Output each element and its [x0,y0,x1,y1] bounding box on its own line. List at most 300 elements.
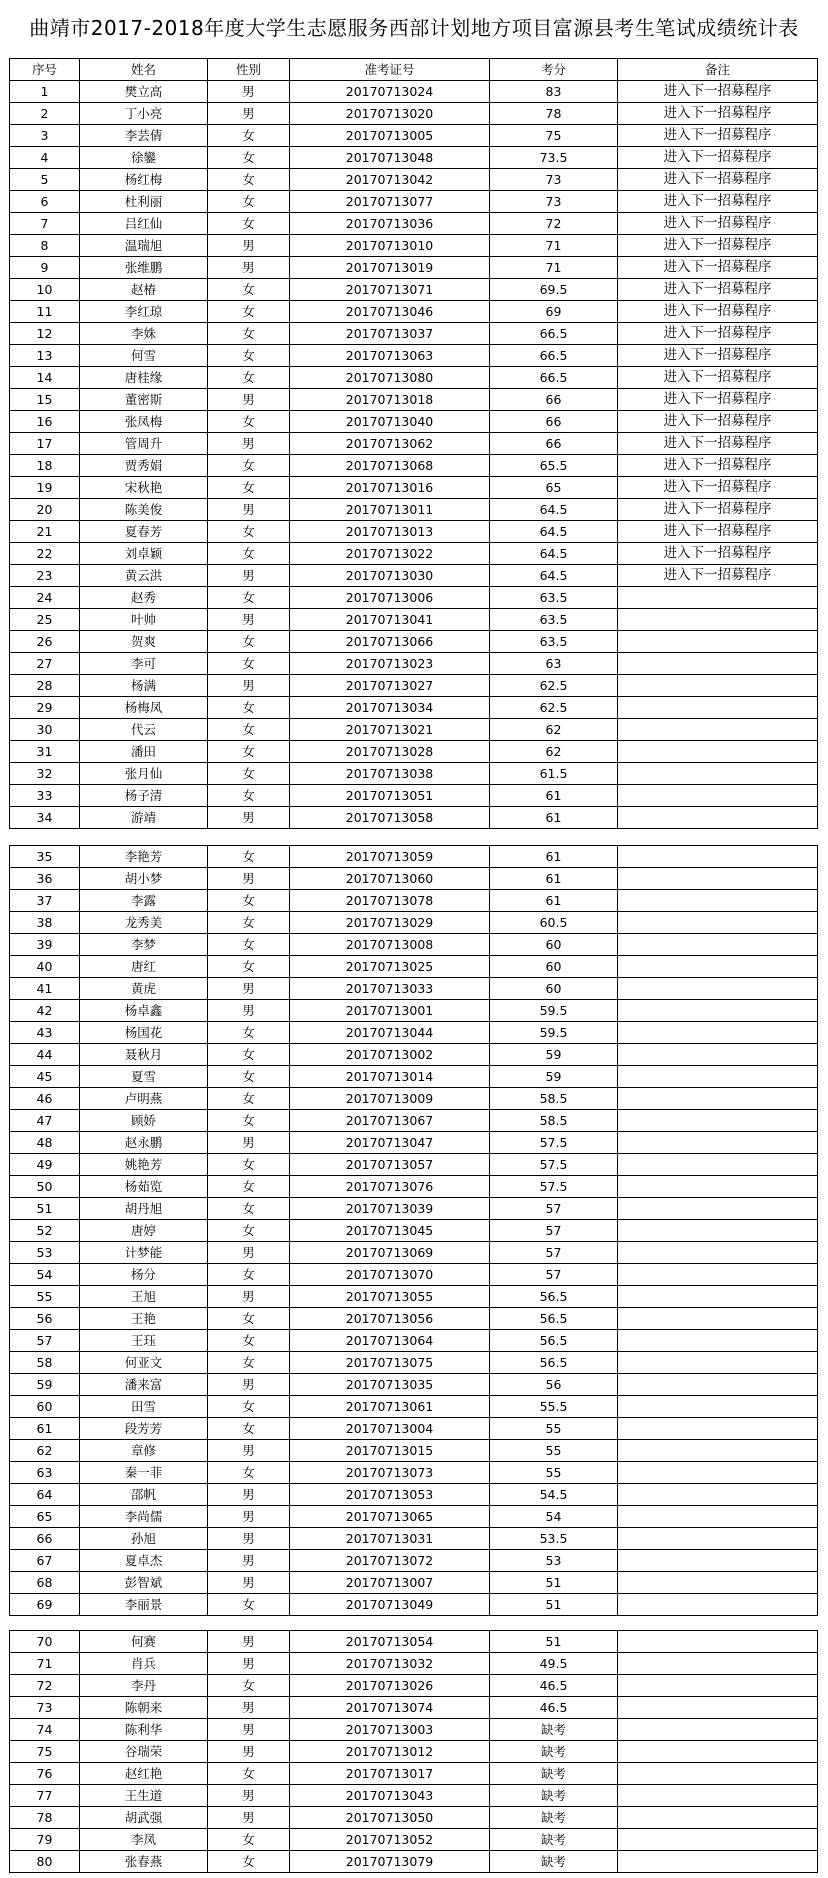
table-row [10,697,818,719]
cell-exam-id: 20170713042 [290,169,490,191]
cell-serial: 65 [10,1506,80,1528]
cell-remark [618,1528,818,1550]
cell-serial: 31 [10,741,80,763]
cell-name: 陈利华 [80,1719,208,1741]
cell-serial: 3 [10,125,80,147]
cell-serial: 28 [10,675,80,697]
cell-name: 叶帅 [80,609,208,631]
cell-gender: 男 [208,103,290,125]
table-row [10,279,818,301]
cell-exam-id: 20170713051 [290,785,490,807]
cell-gender: 女 [208,846,290,868]
cell-gender: 女 [208,1352,290,1374]
table-row [10,1176,818,1198]
cell-exam-id: 20170713024 [290,81,490,103]
table-row [10,169,818,191]
table-row [10,846,818,868]
cell-name: 赵永鹏 [80,1132,208,1154]
table-row [10,1000,818,1022]
cell-serial: 4 [10,147,80,169]
cell-name: 杨分 [80,1264,208,1286]
cell-serial: 26 [10,631,80,653]
cell-name: 代云 [80,719,208,741]
cell-exam-id: 20170713063 [290,345,490,367]
cell-name: 徐鑾 [80,147,208,169]
cell-exam-id: 20170713038 [290,763,490,785]
cell-score: 49.5 [490,1653,618,1675]
cell-remark [618,1352,818,1374]
cell-score: 59 [490,1066,618,1088]
cell-gender: 女 [208,1675,290,1697]
cell-score: 56.5 [490,1352,618,1374]
header-remark: 备注 [618,59,818,81]
table-row [10,1594,818,1616]
cell-exam-id: 20170713043 [290,1785,490,1807]
cell-name: 胡小梦 [80,868,208,890]
cell-exam-id: 20170713035 [290,1374,490,1396]
cell-name: 孙旭 [80,1528,208,1550]
cell-remark: 进入下一招募程序 [618,433,818,455]
table-row [10,1330,818,1352]
cell-name: 潘田 [80,741,208,763]
cell-gender: 女 [208,1066,290,1088]
cell-gender: 女 [208,956,290,978]
cell-serial: 52 [10,1220,80,1242]
cell-name: 田雪 [80,1396,208,1418]
cell-score: 63 [490,653,618,675]
cell-remark [618,1110,818,1132]
cell-exam-id: 20170713033 [290,978,490,1000]
cell-name: 李丽景 [80,1594,208,1616]
table-row [10,609,818,631]
cell-remark [618,1066,818,1088]
cell-gender: 女 [208,191,290,213]
cell-name: 聂秋月 [80,1044,208,1066]
cell-name: 赵红艳 [80,1763,208,1785]
cell-gender: 男 [208,1741,290,1763]
cell-score: 83 [490,81,618,103]
cell-remark [618,609,818,631]
cell-gender: 男 [208,81,290,103]
cell-name: 李芸倩 [80,125,208,147]
cell-gender: 女 [208,1220,290,1242]
cell-gender: 男 [208,1484,290,1506]
cell-exam-id: 20170713073 [290,1462,490,1484]
table-row [10,1132,818,1154]
cell-score: 63.5 [490,609,618,631]
cell-score: 46.5 [490,1675,618,1697]
cell-gender: 女 [208,301,290,323]
cell-serial: 5 [10,169,80,191]
cell-exam-id: 20170713004 [290,1418,490,1440]
cell-gender: 女 [208,1176,290,1198]
cell-gender: 男 [208,1631,290,1653]
cell-gender: 女 [208,1763,290,1785]
cell-name: 杨卓鑫 [80,1000,208,1022]
table-row [10,1110,818,1132]
cell-exam-id: 20170713037 [290,323,490,345]
table-row [10,587,818,609]
table-row [10,1352,818,1374]
cell-exam-id: 20170713032 [290,1653,490,1675]
cell-serial: 71 [10,1653,80,1675]
cell-name: 张维鹏 [80,257,208,279]
cell-gender: 男 [208,1572,290,1594]
cell-remark [618,763,818,785]
cell-score: 62 [490,719,618,741]
cell-gender: 女 [208,521,290,543]
cell-score: 56 [490,1374,618,1396]
cell-remark [618,956,818,978]
cell-remark [618,1176,818,1198]
cell-score: 73 [490,169,618,191]
cell-exam-id: 20170713003 [290,1719,490,1741]
cell-gender: 女 [208,1198,290,1220]
cell-serial: 74 [10,1719,80,1741]
cell-exam-id: 20170713079 [290,1851,490,1873]
cell-name: 顾娇 [80,1110,208,1132]
cell-exam-id: 20170713013 [290,521,490,543]
cell-serial: 36 [10,868,80,890]
cell-exam-id: 20170713049 [290,1594,490,1616]
cell-score: 78 [490,103,618,125]
cell-serial: 59 [10,1374,80,1396]
cell-score: 61 [490,807,618,829]
cell-remark [618,1741,818,1763]
cell-remark [618,1462,818,1484]
cell-name: 唐婷 [80,1220,208,1242]
cell-serial: 29 [10,697,80,719]
cell-name: 杨子清 [80,785,208,807]
cell-name: 游靖 [80,807,208,829]
table-row [10,1807,818,1829]
cell-serial: 8 [10,235,80,257]
table-row [10,675,818,697]
cell-name: 宋秋艳 [80,477,208,499]
cell-serial: 13 [10,345,80,367]
cell-score: 56.5 [490,1330,618,1352]
cell-name: 李尚儒 [80,1506,208,1528]
cell-exam-id: 20170713027 [290,675,490,697]
cell-serial: 49 [10,1154,80,1176]
cell-score: 66.5 [490,367,618,389]
cell-gender: 女 [208,323,290,345]
cell-score: 57 [490,1220,618,1242]
cell-score: 71 [490,257,618,279]
cell-serial: 56 [10,1308,80,1330]
cell-gender: 女 [208,631,290,653]
cell-serial: 15 [10,389,80,411]
cell-score: 57 [490,1264,618,1286]
table-row [10,807,818,829]
cell-remark [618,1440,818,1462]
cell-score: 51 [490,1631,618,1653]
table-row [10,1763,818,1785]
cell-score: 57 [490,1242,618,1264]
cell-exam-id: 20170713065 [290,1506,490,1528]
cell-name: 夏卓杰 [80,1550,208,1572]
table-row [10,1198,818,1220]
cell-exam-id: 20170713044 [290,1022,490,1044]
cell-serial: 61 [10,1418,80,1440]
cell-name: 陈朝来 [80,1697,208,1719]
cell-score: 64.5 [490,499,618,521]
cell-serial: 57 [10,1330,80,1352]
cell-exam-id: 20170713009 [290,1088,490,1110]
cell-serial: 72 [10,1675,80,1697]
cell-score: 57 [490,1198,618,1220]
table-row [10,1506,818,1528]
cell-remark: 进入下一招募程序 [618,323,818,345]
cell-exam-id: 20170713075 [290,1352,490,1374]
cell-exam-id: 20170713017 [290,1763,490,1785]
cell-serial: 60 [10,1396,80,1418]
cell-score: 55.5 [490,1396,618,1418]
cell-remark [618,1286,818,1308]
cell-remark [618,1631,818,1653]
table-row [10,1308,818,1330]
cell-score: 57.5 [490,1176,618,1198]
cell-exam-id: 20170713046 [290,301,490,323]
cell-remark [618,890,818,912]
cell-name: 李姝 [80,323,208,345]
cell-exam-id: 20170713071 [290,279,490,301]
cell-score: 59.5 [490,1022,618,1044]
cell-name: 何赛 [80,1631,208,1653]
cell-remark [618,1000,818,1022]
cell-remark [618,785,818,807]
cell-serial: 78 [10,1807,80,1829]
cell-gender: 男 [208,807,290,829]
cell-gender: 男 [208,1374,290,1396]
table-row [10,81,818,103]
cell-name: 李露 [80,890,208,912]
cell-remark [618,1719,818,1741]
table-row [10,741,818,763]
table-row [10,1264,818,1286]
table-row [10,1829,818,1851]
cell-gender: 男 [208,1132,290,1154]
cell-remark: 进入下一招募程序 [618,455,818,477]
cell-exam-id: 20170713068 [290,455,490,477]
cell-gender: 女 [208,1110,290,1132]
table-row [10,147,818,169]
table-row [10,934,818,956]
cell-gender: 女 [208,279,290,301]
cell-name: 龙秀美 [80,912,208,934]
cell-remark [618,1198,818,1220]
cell-name: 夏春芳 [80,521,208,543]
cell-exam-id: 20170713002 [290,1044,490,1066]
cell-score: 71 [490,235,618,257]
table-row [10,956,818,978]
cell-name: 贾秀娟 [80,455,208,477]
header-exam-id: 准考证号 [290,59,490,81]
cell-remark [618,653,818,675]
cell-gender: 女 [208,1308,290,1330]
cell-name: 潘来富 [80,1374,208,1396]
cell-name: 夏雪 [80,1066,208,1088]
table-row [10,719,818,741]
cell-serial: 2 [10,103,80,125]
cell-score: 61.5 [490,763,618,785]
cell-score: 60.5 [490,912,618,934]
table-row [10,653,818,675]
cell-remark: 进入下一招募程序 [618,103,818,125]
cell-name: 李丹 [80,1675,208,1697]
cell-score: 60 [490,934,618,956]
cell-remark: 进入下一招募程序 [618,389,818,411]
table-row [10,1242,818,1264]
cell-remark [618,741,818,763]
cell-serial: 17 [10,433,80,455]
cell-gender: 女 [208,1462,290,1484]
table-row [10,433,818,455]
cell-exam-id: 20170713020 [290,103,490,125]
cell-serial: 75 [10,1741,80,1763]
cell-remark [618,1022,818,1044]
table-row [10,1572,818,1594]
table-row [10,367,818,389]
table-row [10,1719,818,1741]
cell-serial: 73 [10,1697,80,1719]
table-row [10,631,818,653]
cell-exam-id: 20170713011 [290,499,490,521]
cell-remark: 进入下一招募程序 [618,345,818,367]
cell-name: 章修 [80,1440,208,1462]
cell-serial: 22 [10,543,80,565]
cell-serial: 45 [10,1066,80,1088]
cell-name: 秦一菲 [80,1462,208,1484]
cell-gender: 女 [208,741,290,763]
cell-remark [618,1330,818,1352]
cell-name: 丁小亮 [80,103,208,125]
cell-serial: 53 [10,1242,80,1264]
cell-gender: 男 [208,433,290,455]
cell-exam-id: 20170713045 [290,1220,490,1242]
score-table-part-1 [9,58,818,829]
cell-serial: 14 [10,367,80,389]
cell-name: 张春燕 [80,1851,208,1873]
cell-score: 72 [490,213,618,235]
cell-remark [618,807,818,829]
cell-score: 51 [490,1594,618,1616]
cell-exam-id: 20170713070 [290,1264,490,1286]
cell-gender: 男 [208,499,290,521]
cell-score: 75 [490,125,618,147]
cell-serial: 24 [10,587,80,609]
cell-serial: 1 [10,81,80,103]
cell-remark [618,1675,818,1697]
cell-exam-id: 20170713047 [290,1132,490,1154]
cell-gender: 女 [208,1154,290,1176]
cell-name: 邵帆 [80,1484,208,1506]
cell-gender: 男 [208,235,290,257]
cell-gender: 男 [208,1697,290,1719]
cell-serial: 79 [10,1829,80,1851]
table-row [10,1418,818,1440]
cell-gender: 女 [208,1829,290,1851]
cell-score: 64.5 [490,521,618,543]
cell-remark: 进入下一招募程序 [618,565,818,587]
table-row [10,1286,818,1308]
cell-exam-id: 20170713054 [290,1631,490,1653]
cell-remark: 进入下一招募程序 [618,367,818,389]
cell-gender: 男 [208,675,290,697]
cell-exam-id: 20170713030 [290,565,490,587]
cell-exam-id: 20170713008 [290,934,490,956]
cell-gender: 女 [208,587,290,609]
cell-score: 53.5 [490,1528,618,1550]
cell-exam-id: 20170713056 [290,1308,490,1330]
cell-serial: 33 [10,785,80,807]
cell-score: 61 [490,890,618,912]
cell-score: 缺考 [490,1807,618,1829]
cell-serial: 27 [10,653,80,675]
cell-exam-id: 20170713019 [290,257,490,279]
cell-gender: 男 [208,609,290,631]
header-name: 姓名 [80,59,208,81]
cell-serial: 66 [10,1528,80,1550]
table-row [10,1220,818,1242]
cell-remark: 进入下一招募程序 [618,125,818,147]
cell-exam-id: 20170713015 [290,1440,490,1462]
cell-serial: 76 [10,1763,80,1785]
cell-exam-id: 20170713080 [290,367,490,389]
cell-exam-id: 20170713040 [290,411,490,433]
cell-name: 唐桂缘 [80,367,208,389]
cell-exam-id: 20170713053 [290,1484,490,1506]
cell-exam-id: 20170713077 [290,191,490,213]
cell-name: 王艳 [80,1308,208,1330]
cell-serial: 70 [10,1631,80,1653]
cell-remark [618,719,818,741]
table-row [10,1154,818,1176]
table-row [10,978,818,1000]
cell-exam-id: 20170713025 [290,956,490,978]
cell-name: 李艳芳 [80,846,208,868]
cell-score: 58.5 [490,1088,618,1110]
cell-gender: 女 [208,455,290,477]
table-row [10,1653,818,1675]
cell-name: 樊立高 [80,81,208,103]
table-row [10,543,818,565]
cell-exam-id: 20170713076 [290,1176,490,1198]
cell-gender: 女 [208,719,290,741]
cell-remark: 进入下一招募程序 [618,235,818,257]
cell-gender: 男 [208,1000,290,1022]
cell-exam-id: 20170713066 [290,631,490,653]
table-header-row [10,59,818,81]
cell-score: 62.5 [490,675,618,697]
cell-remark [618,1785,818,1807]
cell-exam-id: 20170713078 [290,890,490,912]
cell-remark: 进入下一招募程序 [618,213,818,235]
cell-serial: 43 [10,1022,80,1044]
cell-score: 65 [490,477,618,499]
table-row [10,345,818,367]
cell-score: 55 [490,1440,618,1462]
cell-gender: 男 [208,1286,290,1308]
cell-remark [618,1829,818,1851]
cell-name: 贺爽 [80,631,208,653]
cell-remark [618,1851,818,1873]
cell-gender: 女 [208,345,290,367]
cell-serial: 6 [10,191,80,213]
cell-name: 胡武强 [80,1807,208,1829]
cell-exam-id: 20170713059 [290,846,490,868]
cell-exam-id: 20170713058 [290,807,490,829]
